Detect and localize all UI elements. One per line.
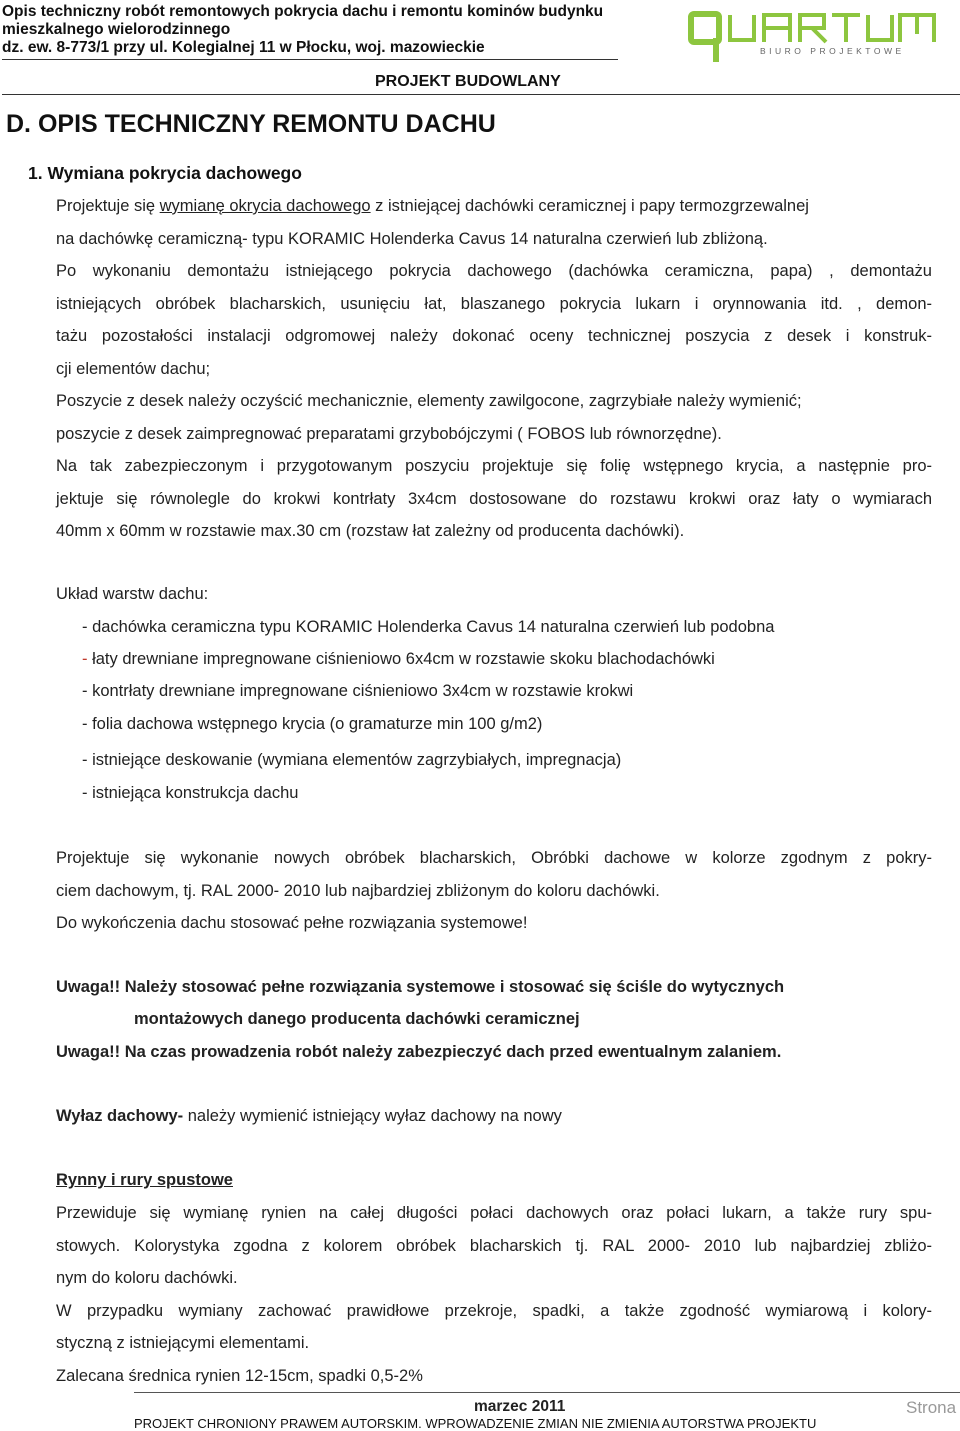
footer-rule [134,1392,960,1393]
warning-1: Uwaga!! Należy stosować pełne rozwiązania systemowe i stosować się ściśle do wytycznych [56,978,785,996]
header-line-2: mieszkalnego wielorodzinnego [2,21,231,38]
header-bottom-rule [2,94,960,95]
text-line: istniejących obróbek blacharskich, usunięciu łat, blaszanego pokrycia lukarn i orynnowania itd. , demon- [56,294,932,313]
layer-item-red-dash: - [82,650,93,668]
text-line: 40mm x 60mm w rozstawie max.30 cm (rozstaw łat zależny od producenta dachówki). [56,522,685,540]
header-rule [2,59,618,60]
intro-line-1: Projektuje się wymianę okrycia dachowego z istniejącej dachówki ceramicznej i papy termozgrzewalnej [56,197,809,215]
text-line: ciem dachowym, tj. RAL 2000- 2010 lub najbardziej zbliżonym do koloru dachówki. [56,881,660,900]
text-line: Poszycie z desek należy oczyścić mechanicznie, elementy zawilgocone, zagrzybiałe należy wymienić; [56,392,802,410]
roof-hatch-note [56,1107,562,1126]
underlined-phrase: wymianę okrycia dachowego [159,197,371,215]
layer-item: - kontrłaty drewniane impregnowane ciśnieniowo 3x4cm w rozstawie krokwi [82,682,634,700]
text-line: tażu pozostałości instalacji odgromowej należy dokonać oceny technicznej poszycia z desek i konstruk- [56,327,932,345]
header-line-3: dz. ew. 8-773/1 przy ul. Kolegialnej 11 w Płocku, woj. mazowieckie [2,39,485,56]
text-line: stowych. Kolorystyka zgodna z kolorem obróbek blacharskich tj. RAL 2000- 2010 lub najbardziej zbliżo- [56,1236,932,1255]
paragraph-sheathing [56,385,932,450]
paragraph-membrane [56,450,932,548]
paragraph-demolition [56,255,932,385]
intro-line-2: na dachówkę ceramiczną- typu KORAMIC Holenderka Cavus 14 naturalna czerwień lub zbliżoną. [56,229,768,248]
paragraph-intro [56,190,932,255]
text-line: Przewiduje się wymianę rynien na całej długości połaci dachowych oraz połaci lukarn, a także rury spu- [56,1204,932,1222]
logo-subtitle: BIURO PROJEKTOWE [760,46,905,56]
document-title: D. OPIS TECHNICZNY REMONTU DACHU [6,110,496,138]
layer-item-text: łaty drewniane impregnowane ciśnieniowo 6x4cm w rozstawie skoku blachodachówki [92,650,715,668]
layer-item: - istniejące deskowanie (wymiana elementów zagrzybiałych, impregnacja) [82,751,622,769]
text-line: Projektuje się wykonanie nowych obróbek blacharskich, Obróbki dachowe w kolorze zgodnym z pokry- [56,849,932,867]
layer-item: - istniejąca konstrukcja dachu [82,784,299,802]
text-line: styczną z istniejącymi elementami. [56,1334,310,1352]
gutters-heading: Rynny i rury spustowe [56,1171,233,1189]
footer-date: marzec 2011 [474,1398,566,1415]
text-line: Do wykończenia dachu stosować pełne rozwiązania systemowe! [56,914,528,932]
roof-hatch-label: Wyłaz dachowy- [56,1107,184,1125]
section-heading: 1. Wymiana pokrycia dachowego [28,163,302,183]
text-line: jektuje się równolegle do krokwi kontrłaty 3x4cm dostosowane do rozstawu krokwi oraz łaty o wymiarach [56,489,932,508]
layers-heading: Układ warstw dachu: [56,585,209,603]
warning-1-continued: montażowych danego producenta dachówki ceramicznej [134,1010,580,1028]
footer-copyright: PROJEKT CHRONIONY PRAWEM AUTORSKIM. WPROWADZENIE ZMIAN NIE ZMIENIA AUTORSTWA PROJEKTU [134,1416,817,1431]
text-line: cji elementów dachu; [56,359,211,378]
warning-2: Uwaga!! Na czas prowadzenia robót należy zabezpieczyć dach przed ewentualnym zalaniem. [56,1043,782,1061]
footer-page-label: Strona [906,1398,957,1417]
header-line-1: Opis techniczny robót remontowych pokrycia dachu i remontu kominów budynku [2,3,604,20]
text-line: Zalecana średnica rynien 12-15cm, spadki 0,5-2% [56,1366,423,1385]
layer-item [82,650,715,669]
text-line: Na tak zabezpieczonym i przygotowanym poszyciu projektuje się folię wstępnego krycia, a następnie pro- [56,457,932,475]
text-line: Po wykonaniu demontażu istniejącego pokrycia dachowego (dachówka ceramiczna, papa) , demontażu [56,262,932,280]
text-line: nym do koloru dachówki. [56,1269,238,1287]
project-type: PROJEKT BUDOWLANY [375,73,561,90]
text-line: poszycie z desek zaimpregnować preparatami grzybobójczymi ( FOBOS lub równorzędne). [56,424,722,443]
layer-item: - dachówka ceramiczna typu KORAMIC Holenderka Cavus 14 naturalna czerwień lub podobna [82,618,775,636]
paragraph-flashing [56,842,932,940]
layer-item: - folia dachowa wstępnego krycia (o gramaturze min 100 g/m2) [82,715,543,733]
paragraph-gutters [56,1197,932,1392]
roof-hatch-text: należy wymienić istniejący wyłaz dachowy na nowy [183,1107,562,1125]
text-line: W przypadku wymiany zachować prawidłowe przekroje, spadki, a także zgodność wymiarową i kolory- [56,1301,932,1320]
